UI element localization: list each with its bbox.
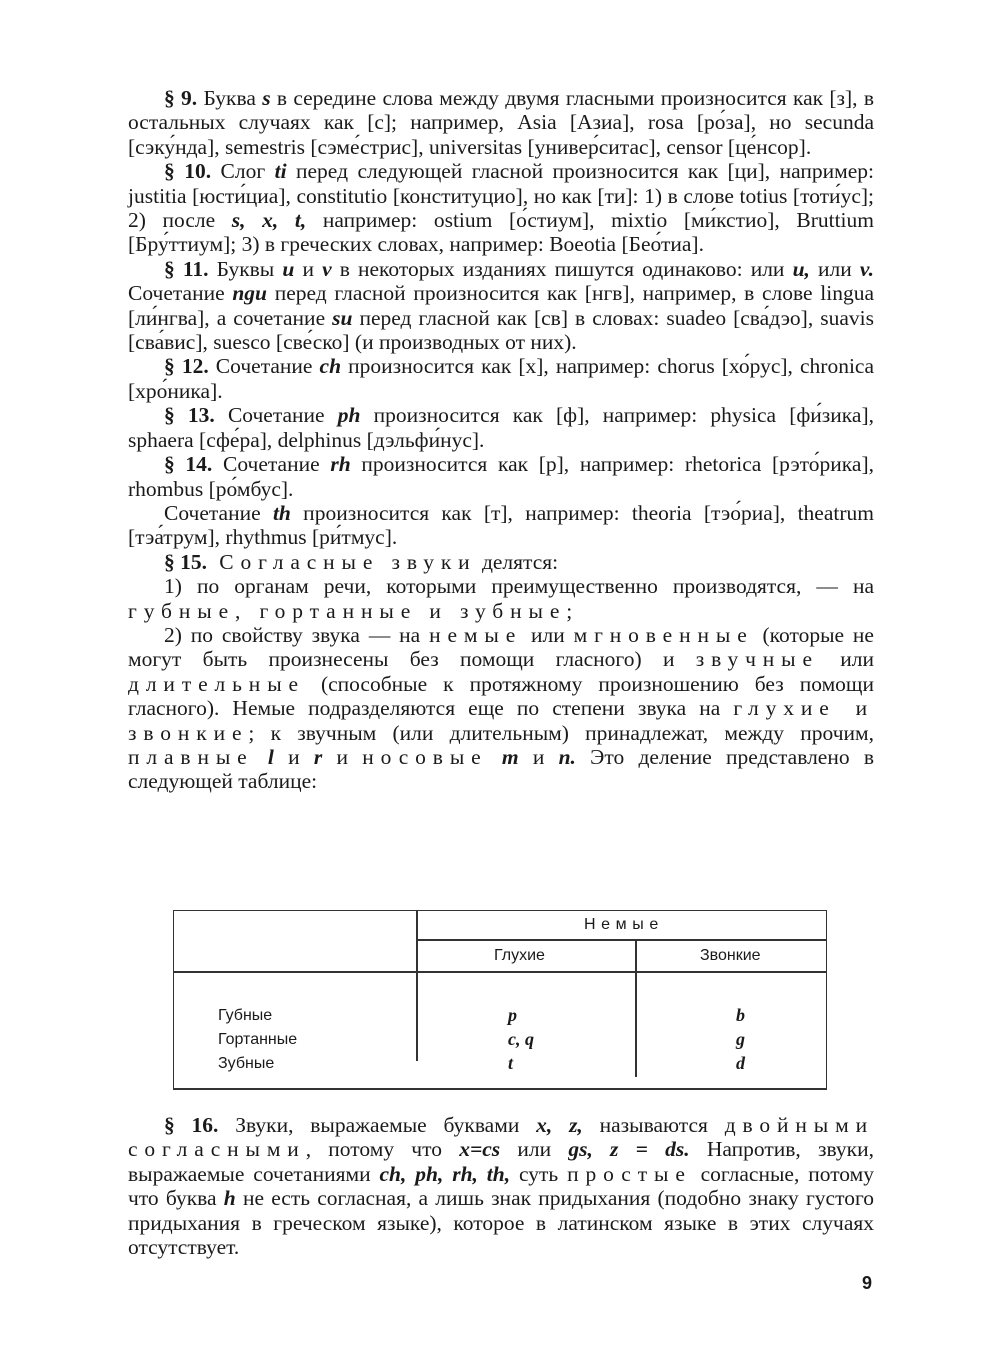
latin-letter: ch, ph, rh, th, [379,1161,511,1186]
text: Буква [197,86,263,110]
page-number: 9 [862,1273,873,1293]
text: или [522,622,574,647]
text: перед гласной как [св] в словах: suadeo [сва́дэо], suavis [сва́вис], suesco [све́ско] (и производных от них). [128,305,874,355]
latin-letter: gs, z = ds. [568,1137,690,1162]
latin-letter: m [501,744,519,769]
table-cell-voiceless: c, q [508,1029,534,1049]
text: Напротив, звуки, выражаемые сочетаниями [128,1137,874,1186]
text: Сочетание [214,403,338,428]
paragraph-15-item-1 [128,574,874,623]
spaced-term: простые [567,1161,692,1186]
latin-letter: x, z, [536,1113,583,1137]
text: Это деление представлено в следующей таблице: [128,744,875,794]
table-row-label: Зубные [218,1055,275,1072]
paragraph-9 [128,86,874,159]
paragraph-11 [128,257,874,355]
latin-letter: ti [274,159,287,184]
paragraph-10 [128,159,874,257]
latin-letter: th [272,500,291,525]
latin-letter: n. [558,744,576,769]
section-number: § 10. [164,159,212,184]
latin-letter: u, [792,256,810,281]
spaced-term: губные, гортанные и зубные [128,598,567,623]
text: например: ostium [о́стиум], mixtio [ми́кстио], Bruttium [Бру́ттиум]; 3) в греческих словах, например: Boeotia [Бео́тиа]. [128,208,875,257]
text: делятся: [476,549,559,574]
table-row-label: Гортанные [218,1031,298,1048]
spaced-term: носовые [362,744,488,769]
text: Буквы [208,256,283,281]
text: , потому что [305,1137,460,1162]
text: Сочетание [212,452,331,477]
bottom-text [128,1113,874,1259]
latin-letter: ph [337,403,361,428]
consonant-table [173,910,827,1090]
text: 1) по органам речи, которыми преимущественно производятся, — на [164,574,874,599]
latin-letter: h [223,1186,236,1211]
text: и [294,256,323,281]
latin-letter: u [282,256,295,281]
text [488,745,502,769]
text: произносится как [х], например: chorus [хо́рус], chronica [хро́ника]. [128,354,874,403]
table-cell-voiceless: t [508,1053,514,1073]
latin-letter: r [313,744,323,769]
paragraph-15 [128,550,874,574]
text: в середине слова между двумя гласными произносится как [з], в остальных случаях как [с]; например, Asia [Азиа], rosa [ро́за], но secunda [сэку́нда], semestris [сэме́стрис], universitas [универ́ситас], censor [це́нсор]. [128,86,874,159]
table-cell-voiceless: p [508,1005,517,1025]
text: и [518,744,559,769]
paragraph-14-th [128,501,874,550]
text: или [500,1137,569,1162]
latin-letter: s, x, t, [231,208,307,233]
text: называются [582,1113,725,1137]
latin-letter: x=cs [459,1137,501,1162]
paragraph-16 [128,1113,874,1259]
text: Звуки, выражаемые буквами [218,1113,537,1137]
latin-letter: rh [330,452,351,477]
section-number: § 12. [164,354,209,379]
text: произносится как [ф], например: physica [фи́зика], sphaera [сфе́ра], delphinus [дэльфи́нус]. [128,403,874,452]
section-number: § 14. [164,452,213,477]
text: ; [566,598,573,623]
text: перед гласной произносится как [нгв], например, в слове lingua [ли́нгва], а сочетание [128,281,874,330]
text: или [818,647,874,672]
section-number: § 11. [164,256,209,281]
table-cell-voiced: d [736,1053,745,1073]
text: перед следующей гласной произносится как [ци], например: justitia [юсти́циа], constitutio [конституцио], но как [ти]: 1) в слове totius [тоти́ус]; 2) после [128,159,875,233]
text: и [273,744,314,769]
latin-letter: su [332,305,353,330]
text: согласные, потому что буква [128,1161,875,1211]
text: ; к звучным (или длительным) принадлежат, между прочим, [248,720,874,745]
table-cell-voiced: b [736,1005,745,1025]
table-header-voiceless: Глухие [494,947,545,964]
latin-letter: l [267,744,274,769]
spaced-term: плавные [128,744,254,769]
table-cell-voiced: g [736,1029,745,1049]
table-header-mutes: Немые [584,916,664,933]
text: Сочетание [164,500,273,525]
text: в некоторых изданиях пишутся одинаково: или [331,256,793,281]
table-divider [416,911,418,1061]
text: произносится как [т], например: theoria [тэо́риа], theatrum [тэа́трум], rhythmus [ри́тмус]. [128,500,874,550]
table-divider [174,971,826,973]
text: (способные к протяжному произношению без помощи гласного). Немые подразделяются еще по степени звука на [128,671,874,721]
section-number: § 15. [164,549,207,574]
latin-letter: ngu [232,281,268,306]
text: произносится как [р], например: rhetorica [рэто́рика], rhombus [ро́мбус]. [128,452,874,501]
table-divider [416,939,826,941]
text: Сочетание [128,281,233,306]
table-row-label: Губные [218,1007,273,1024]
section-number: § 9. [164,86,198,110]
text: Слог [211,159,275,184]
spaced-term: немые [429,622,523,647]
section-number: § 13. [164,403,215,428]
paragraph-14 [128,452,874,501]
paragraph-12 [128,354,874,403]
spaced-term: двойными согласными [128,1113,874,1162]
spaced-term: мгновенные [573,622,754,647]
paragraph-13 [128,403,874,452]
latin-letter: ch [319,354,342,379]
text: не есть согласная, а лишь знак придыхания (подобно знаку густого придыхания в греческом языке), которое в латинском языке в этих случаях отсутствует. [128,1186,874,1260]
table-divider [635,939,637,1077]
text: или [809,256,860,281]
section-number: § 16. [164,1113,219,1137]
main-text [128,86,874,794]
latin-letter: v. [859,256,874,281]
text: суть [510,1161,568,1186]
spaced-term: Согласные звуки [207,549,477,574]
spaced-term: длительные [128,671,305,696]
table-header-voiced: Звонкие [700,947,761,964]
text: и [322,744,363,769]
spaced-term: глухие и звонкие [128,696,874,745]
spaced-term: звучные [695,647,819,672]
text: (которые не могут быть произнесены без помощи гласного) и [128,622,874,672]
latin-letter: s [262,86,271,110]
text: 2) по свойству звука — на [164,622,430,647]
latin-letter: v [322,256,332,281]
text [254,745,268,769]
paragraph-15-item-2 [128,623,874,794]
text: Сочетание [208,354,320,379]
